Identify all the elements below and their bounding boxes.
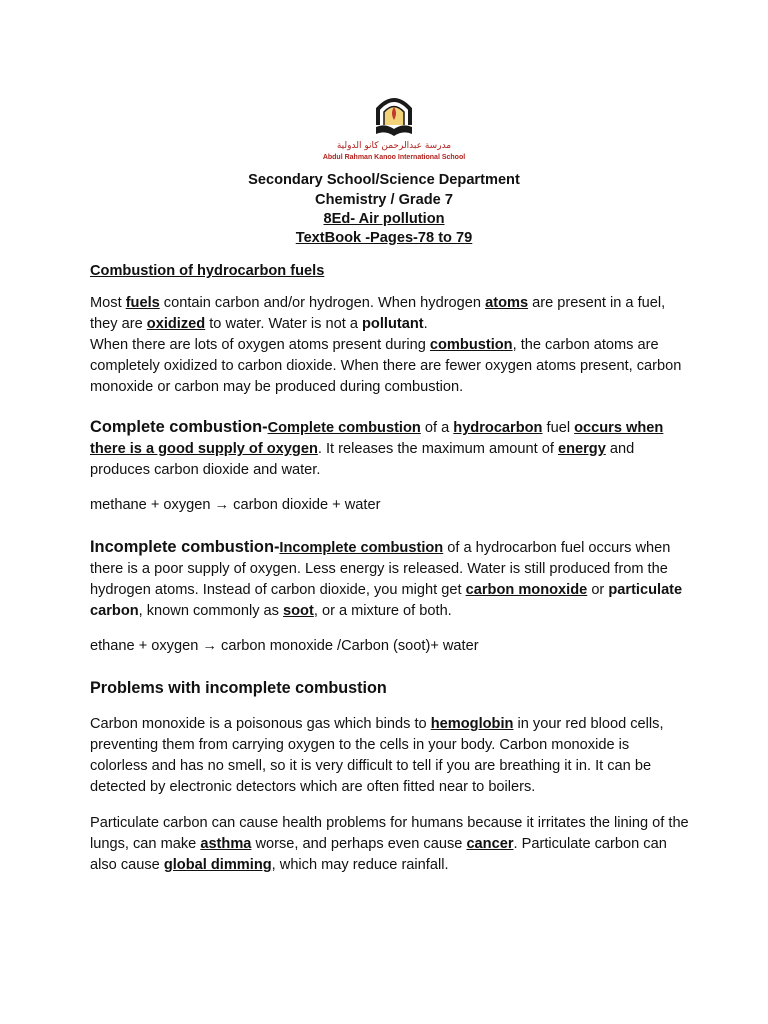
keyword-asthma: asthma [200, 836, 252, 852]
paragraph-complete-combustion: Complete combustion-Complete combustion of a hydrocarbon fuel occurs when there is a good supply of oxygen. It releases the maximum amount of energy and produces carbon dioxide and water. [90, 418, 664, 478]
paragraph-fuels: Most fuels contain carbon and/or hydrogen. When hydrogen atoms are present in a fuel, they are oxidized to water. Water is not a pollutant. When there are lots of oxygen atoms present during combustion, the carbon atoms are completely oxidized to carbon dioxide. When there are fewer oxygen atoms present, carbon monoxide or carbon may be produced during combustion. [90, 295, 682, 395]
keyword-carbon-monoxide: carbon monoxide [465, 582, 588, 598]
keyword-hydrocarbon: hydrocarbon [453, 420, 543, 436]
school-logo [318, 93, 470, 163]
logo-english-text: Abdul Rahman Kanoo International School [322, 154, 466, 161]
keyword-energy: energy [557, 441, 606, 457]
header-unit: 8Ed- Air pollution [323, 211, 445, 227]
keyword-atoms: atoms [485, 295, 529, 311]
keyword-oxidized: oxidized [146, 316, 206, 332]
keyword-complete-combustion: Complete combustion [267, 420, 421, 436]
paragraph-particulate-carbon: Particulate carbon can cause health problems for humans because it irritates the lining of the lungs, can make asthma worse, and perhaps even cause cancer. Particulate carbon can also cause global dimming, which may reduce rainfall. [90, 815, 689, 873]
paragraph-carbon-monoxide: Carbon monoxide is a poisonous gas which binds to hemoglobin in your red blood cells, preventing them from carrying oxygen to the cells in your body. Carbon monoxide is colorless and has no smell, so it is very difficult to tell if you are breathing it in. It can be detected by electronic detectors which are often fitted near to boilers. [90, 716, 664, 795]
keyword-incomplete-combustion: Incomplete combustion [279, 540, 444, 556]
keyword-cancer: cancer [466, 836, 514, 852]
keyword-soot: soot [283, 603, 314, 619]
keyword-hemoglobin: hemoglobin [430, 716, 514, 732]
keyword-global-dimming: global dimming [163, 857, 272, 873]
heading-incomplete-combustion: Incomplete combustion- [90, 538, 280, 556]
section-title: Combustion of hydrocarbon fuels [90, 263, 325, 279]
subheading-problems: Problems with incomplete combustion [90, 679, 387, 697]
keyword-particulate-carbon: particulate carbon [90, 582, 683, 619]
heading-complete-combustion: Complete combustion- [90, 418, 268, 436]
header-department: Secondary School/Science Department [248, 172, 520, 188]
school-crest-icon [318, 93, 470, 163]
header-subject-grade: Chemistry / Grade 7 [315, 192, 453, 208]
keyword-pollutant: pollutant [362, 316, 424, 332]
equation-ethane: ethane + oxygen → carbon monoxide /Carbon (soot)+ water [90, 638, 479, 654]
keyword-good-oxygen-supply: occurs when there is a good supply of oxygen [90, 420, 664, 457]
logo-arabic-text: مدرسة عبدالرحمن كانو الدولية [336, 141, 452, 151]
header-textbook-pages: TextBook -Pages-78 to 79 [295, 230, 473, 246]
keyword-fuels: fuels [125, 295, 160, 311]
equation-methane: methane + oxygen → carbon dioxide + water [90, 497, 381, 513]
paragraph-incomplete-combustion: Incomplete combustion-Incomplete combustion of a hydrocarbon fuel occurs when there is a poor supply of oxygen. Less energy is released. Water is still produced from the hydrogen atoms. Instead of carbon dioxide, you might get carbon monoxide or particulate carbon, known commonly as soot, or a mixture of both. [90, 538, 683, 619]
keyword-combustion: combustion [429, 337, 513, 353]
